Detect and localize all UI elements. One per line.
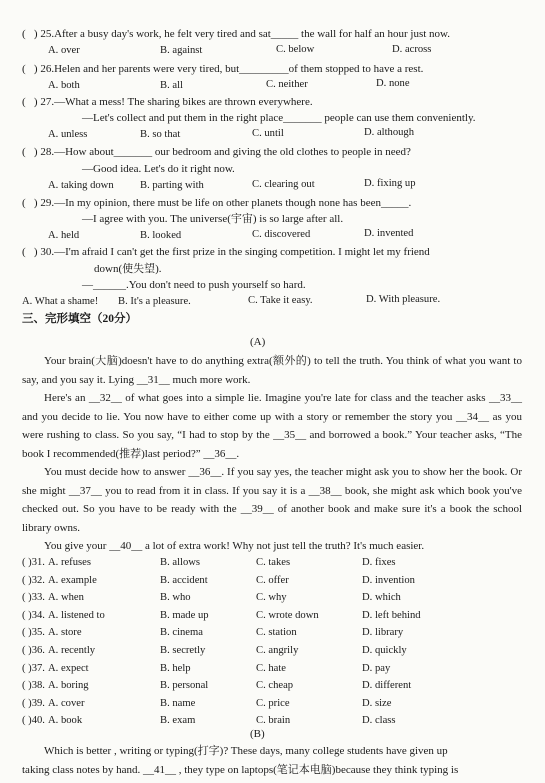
cloze-number-36: ( )36.: [22, 645, 45, 656]
cloze-38-option-b: B. personal: [160, 680, 209, 692]
cloze-39-option-c: C. price: [256, 697, 290, 709]
cloze-31-option-a: A. refuses: [48, 557, 91, 568]
question-30-option-c: C. Take it easy.: [248, 295, 313, 306]
question-30-stem: ( ) 30.—I'm afraid I can't get the first prize in the singing competition. I might let my friend: [22, 246, 430, 258]
cloze-37-option-c: C. hate: [256, 662, 287, 674]
cloze-number-33: ( )33.: [22, 592, 45, 604]
question-27-stem-2: —Let's collect and put them in the right place_______ people can use them conveniently.: [82, 112, 476, 124]
cloze-33-option-c: C. why: [256, 592, 287, 604]
cloze-number-31: ( )31.: [22, 557, 45, 568]
question-28-stem: ( ) 28.—How about_______ our bedroom and giving the old clothes to people in need?: [22, 146, 411, 158]
question-28-option-c: C. clearing out: [252, 179, 315, 190]
passage-a-label: (A): [250, 336, 266, 348]
passage-a-paragraph-3: You must decide how to answer __36__. If you say yes, the teacher might ask you to show her the book. Or she might __37__ you to read from it in class. If you say it is a __38__ book, she might ask which book you've checked out. So you have to be ready with the __39__ of another book and make sure it's a book the school library owns.: [22, 466, 522, 534]
cloze-35-option-a: A. store: [48, 627, 82, 639]
cloze-38-option-d: D. different: [362, 680, 412, 692]
cloze-40-option-b: B. exam: [160, 715, 196, 727]
question-30-stem-2: down(使失望).: [94, 263, 162, 275]
question-25-option-c: C. below: [276, 44, 315, 55]
question-30-option-d: D. With pleasure.: [366, 294, 441, 305]
section-title: 三、完形填空（20分）: [22, 313, 137, 325]
cloze-34-option-c: C. wrote down: [256, 609, 319, 621]
question-29-option-d: D. invented: [364, 228, 414, 239]
cloze-37-option-a: A. expect: [48, 662, 89, 674]
cloze-38-option-c: C. cheap: [256, 680, 294, 692]
question-30-stem-3: —______.You don't need to push yourself so hard.: [82, 279, 306, 291]
cloze-37-option-b: B. help: [160, 662, 191, 674]
cloze-35-option-b: B. cinema: [160, 627, 203, 639]
cloze-38-option-a: A. boring: [48, 680, 89, 692]
cloze-34-option-a: A. listened to: [48, 609, 105, 621]
question-28-option-b: B. parting with: [140, 180, 204, 191]
question-26-option-a: A. both: [48, 80, 80, 91]
question-26-option-b: B. all: [160, 80, 183, 91]
question-27-option-c: C. until: [252, 128, 284, 139]
question-27-stem: ( ) 27.—What a mess! The sharing bikes are thrown everywhere.: [22, 96, 313, 108]
cloze-number-38: ( )38.: [22, 680, 45, 692]
question-30-option-b: B. It's a pleasure.: [118, 296, 191, 307]
question-25-option-d: D. across: [392, 44, 432, 55]
cloze-number-37: ( )37.: [22, 662, 45, 674]
question-30-option-a: A. What a shame!: [22, 296, 99, 307]
question-27-option-a: A. unless: [48, 129, 88, 140]
cloze-33-option-d: D. which: [362, 592, 401, 604]
cloze-39-option-a: A. cover: [48, 697, 85, 709]
cloze-number-35: ( )35.: [22, 627, 45, 639]
passage-b-line-1: Which is better , writing or typing(打字)? These days, many college students have given up: [44, 745, 448, 757]
question-25-option-b: B. against: [160, 45, 203, 56]
cloze-36-option-a: A. recently: [48, 645, 96, 656]
question-26-option-d: D. none: [376, 78, 410, 89]
cloze-40-option-c: C. brain: [256, 715, 291, 727]
question-26-stem: ( ) 26.Helen and her parents were very tired, but_________of them stopped to have a rest.: [22, 63, 424, 75]
passage-b-line-2: taking class notes by hand. __41__ , they type on laptops(笔记本电脑)because they think typing is: [22, 764, 459, 776]
question-29-option-c: C. discovered: [252, 229, 311, 240]
cloze-32-option-b: B. accident: [160, 574, 208, 586]
question-28-option-a: A. taking down: [48, 180, 114, 191]
question-25-option-a: A. over: [48, 45, 80, 56]
question-28-option-d: D. fixing up: [364, 178, 416, 189]
cloze-number-32: ( )32.: [22, 574, 45, 586]
cloze-40-option-d: D. class: [362, 715, 396, 727]
cloze-31-option-c: C. takes: [256, 557, 291, 568]
question-27-option-d: D. although: [364, 127, 415, 138]
question-29-option-a: A. held: [48, 230, 80, 241]
cloze-34-option-b: B. made up: [160, 609, 209, 621]
cloze-34-option-d: D. left behind: [362, 609, 421, 621]
passage-a-paragraph-4: You give your __40__ a lot of extra work! Why not just tell the truth? It's much easier.: [44, 540, 425, 552]
cloze-39-option-b: B. name: [160, 697, 196, 709]
cloze-36-option-d: D. quickly: [362, 645, 407, 656]
cloze-33-option-b: B. who: [160, 592, 191, 604]
cloze-32-option-d: D. invention: [362, 574, 415, 586]
question-26-option-c: C. neither: [266, 79, 308, 90]
question-28-stem-2: —Good idea. Let's do it right now.: [82, 163, 235, 175]
cloze-31-option-d: D. fixes: [362, 557, 396, 568]
question-25-stem: ( ) 25.After a busy day's work, he felt very tired and sat_____ the wall for half an hour just now.: [22, 28, 451, 40]
passage-a-paragraph-1: Your brain(大脑)doesn't have to do anything extra(额外的) to tell the truth. You think of what you want to say, and you say it. Lying __31__ much more work.: [22, 355, 522, 386]
cloze-number-39: ( )39.: [22, 697, 45, 709]
cloze-39-option-d: D. size: [362, 697, 392, 709]
cloze-31-option-b: B. allows: [160, 557, 201, 568]
question-29-stem: ( ) 29.—In my opinion, there must be life on other planets though none has been_____.: [22, 197, 412, 209]
cloze-36-option-b: B. secretly: [160, 645, 206, 656]
cloze-number-40: ( )40.: [22, 715, 45, 727]
passage-a-paragraph-2: Here's an __32__ of what goes into a simple lie. Imagine you're late for class and the teacher asks __33__ and you decide to lie. You now have to either come up with a story or remember the story you __34__ as you were rushing to class. So you say, “I had to stop by the __35__ and borrowed a book.” Your teacher asks, “The book I recommended(推荐)last period?” __36__.: [22, 392, 522, 460]
cloze-40-option-a: A. book: [48, 715, 83, 727]
question-29-option-b: B. looked: [140, 230, 182, 241]
cloze-33-option-a: A. when: [48, 592, 84, 604]
question-27-option-b: B. so that: [140, 129, 181, 140]
cloze-32-option-a: A. example: [48, 574, 97, 586]
cloze-36-option-c: C. angrily: [256, 645, 299, 656]
cloze-32-option-c: C. offer: [256, 574, 289, 586]
cloze-37-option-d: D. pay: [362, 662, 391, 674]
cloze-35-option-c: C. station: [256, 627, 297, 639]
question-29-stem-2: —I agree with you. The universe(宇宙) is so large after all.: [82, 213, 344, 225]
cloze-35-option-d: D. library: [362, 627, 404, 639]
passage-b-label: (B): [250, 728, 265, 740]
cloze-number-34: ( )34.: [22, 609, 45, 621]
